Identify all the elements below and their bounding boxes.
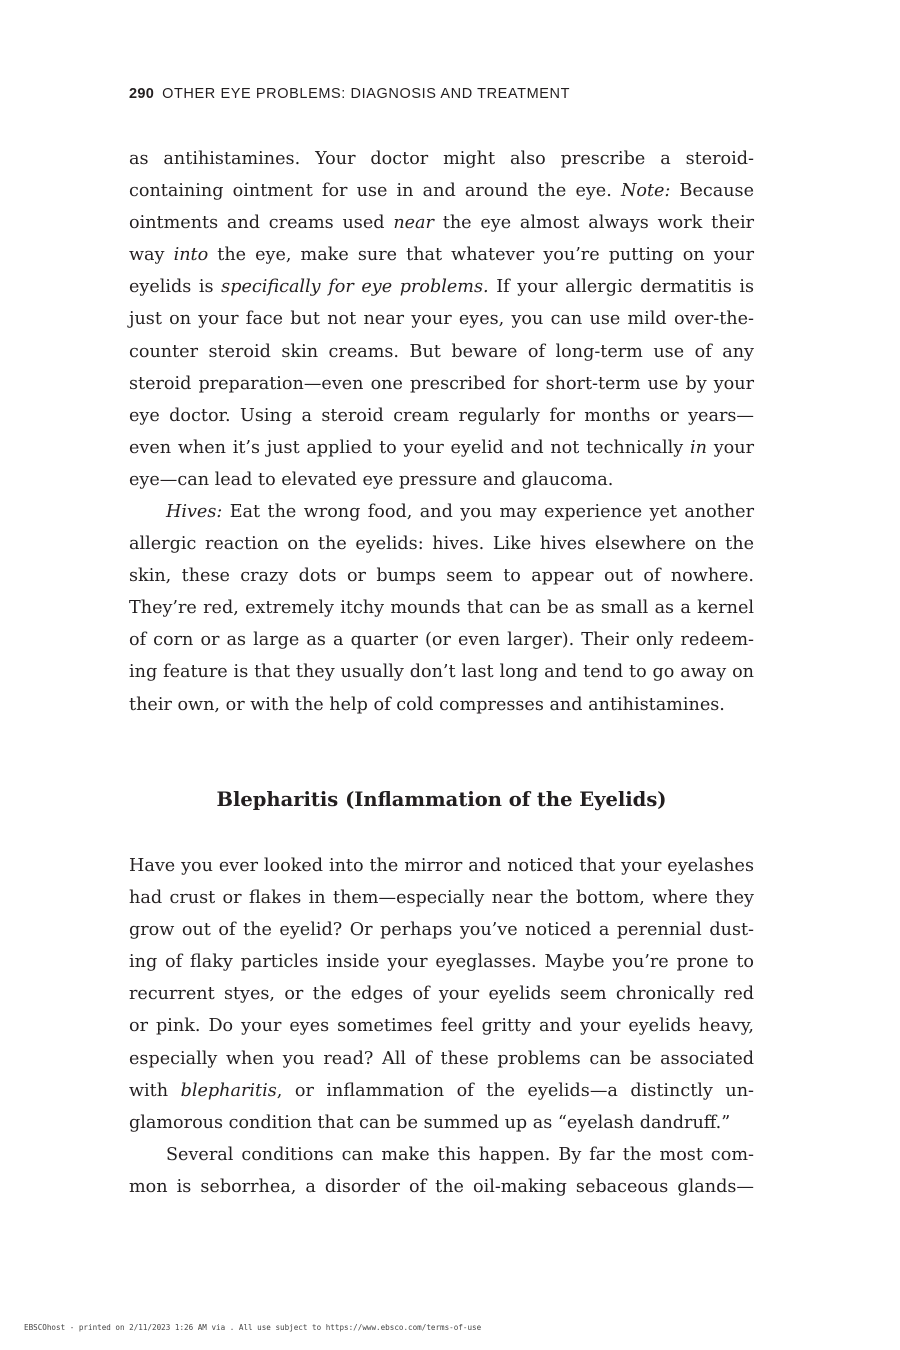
text-line	[129, 1107, 754, 1139]
text-line	[129, 882, 754, 914]
text-run: Several conditions can make this happen. By far the most com-	[166, 1145, 754, 1165]
italic-text: blepharitis	[180, 1080, 277, 1101]
text-run: ing of flaky particles inside your eyeglasses. Maybe you’re prone to	[129, 952, 754, 973]
text-run: as antihistamines. Your doctor might also prescribe a steroid-	[129, 149, 754, 169]
text-run: had crust or flakes in them—especially near the bottom, where they	[129, 888, 754, 909]
text-run: If your allergic dermatitis is	[488, 277, 754, 298]
text-run: your	[706, 437, 754, 458]
text-run: Have you ever looked into the mirror and noticed that your eyelashes	[129, 856, 754, 876]
text-run: grow out of the eyelid? Or perhaps you’ve noticed a perennial dust-	[129, 920, 754, 941]
text-run: eyelids is	[129, 277, 222, 298]
text-line	[129, 946, 754, 978]
text-line	[129, 624, 754, 656]
text-line	[129, 400, 754, 432]
text-line	[129, 207, 754, 239]
text-line	[129, 914, 754, 946]
text-line	[129, 560, 754, 592]
text-run: They’re red, extremely itchy mounds that can be as small as a kernel	[129, 598, 754, 619]
italic-text: in	[690, 437, 707, 458]
text-run: ointments and creams used	[129, 213, 394, 234]
text-run: of corn or as large as a quarter (or even larger). Their only redeem-	[129, 630, 754, 651]
italic-text: near	[393, 213, 434, 234]
text-run: skin, these crazy dots or bumps seem to appear out of nowhere.	[129, 566, 754, 587]
text-line	[129, 1171, 754, 1203]
text-run: eye—can lead to elevated eye pressure and glaucoma.	[129, 469, 614, 490]
text-line	[129, 368, 754, 400]
text-line	[129, 592, 754, 624]
text-line	[129, 1139, 754, 1171]
text-run: glamorous condition that can be summed up as “eyelash dandruff.”	[129, 1112, 731, 1133]
text-run: the eye, make sure that whatever you’re putting on your	[208, 245, 754, 266]
text-line	[129, 464, 754, 496]
text-line	[129, 978, 754, 1010]
paragraph-seborrhea	[129, 1139, 754, 1203]
text-run: eye doctor. Using a steroid cream regularly for months or years—	[129, 405, 754, 426]
text-line	[129, 528, 754, 560]
text-run: ing feature is that they usually don’t last long and tend to go away on	[129, 662, 754, 683]
text-run: the eye almost always work their	[433, 213, 754, 234]
text-line	[129, 271, 754, 303]
italic-text: Hives:	[166, 502, 223, 522]
paragraph-hives	[129, 496, 754, 721]
text-run: counter steroid skin creams. But beware of long-term use of any	[129, 341, 754, 362]
text-run: even when it’s just applied to your eyelid and not technically	[129, 437, 690, 458]
text-line	[129, 239, 754, 271]
text-line	[129, 303, 754, 335]
text-run: allergic reaction on the eyelids: hives. Like hives elsewhere on the	[129, 534, 754, 555]
text-line	[129, 1043, 754, 1075]
text-run: steroid preparation—even one prescribed for short-term use by your	[129, 373, 754, 394]
text-run: containing ointment for use in and around the eye.	[129, 181, 621, 202]
text-line	[129, 336, 754, 368]
running-head	[129, 86, 570, 102]
italic-text: into	[173, 245, 209, 266]
text-line	[129, 656, 754, 688]
text-line	[129, 850, 754, 882]
text-run: Eat the wrong food, and you may experience yet another	[222, 502, 754, 522]
text-line	[129, 1075, 754, 1107]
text-run: mon is seborrhea, a disorder of the oil-making sebaceous glands—	[129, 1177, 754, 1198]
text-line	[129, 143, 754, 175]
text-run: recurrent styes, or the edges of your eyelids seem chronically red	[129, 984, 754, 1005]
text-run: or pink. Do your eyes sometimes feel gritty and your eyelids heavy,	[129, 1016, 754, 1037]
text-line	[129, 175, 754, 207]
text-run: , or inflammation of the eyelids—a distinctly un-	[276, 1080, 754, 1101]
text-run: their own, or with the help of cold compresses and antihistamines.	[129, 694, 725, 715]
text-run: with	[129, 1080, 181, 1101]
running-head-title: OTHER EYE PROBLEMS: DIAGNOSIS AND TREATMENT	[162, 86, 571, 102]
section-heading: Blepharitis (Inflammation of the Eyelids)	[216, 788, 667, 811]
text-line	[129, 1010, 754, 1042]
text-run: Because	[670, 181, 754, 202]
italic-text: Note:	[620, 181, 671, 202]
page-number: 290	[129, 86, 155, 102]
print-footer: EBSCOhost - printed on 2/11/2023 1:26 AM via . All use subject to https://www.ebsco.com/terms-of-use	[24, 1323, 482, 1332]
paragraph-allergic-dermatitis	[129, 143, 754, 496]
paragraph-blepharitis-intro	[129, 850, 754, 1139]
text-run: way	[129, 245, 174, 266]
italic-text: specifically for eye problems.	[221, 277, 489, 298]
text-run: just on your face but not near your eyes, you can use mild over-the-	[129, 309, 754, 330]
text-run: especially when you read? All of these problems can be associated	[129, 1048, 754, 1069]
text-line	[129, 496, 754, 528]
text-line	[129, 432, 754, 464]
text-line	[129, 689, 754, 721]
